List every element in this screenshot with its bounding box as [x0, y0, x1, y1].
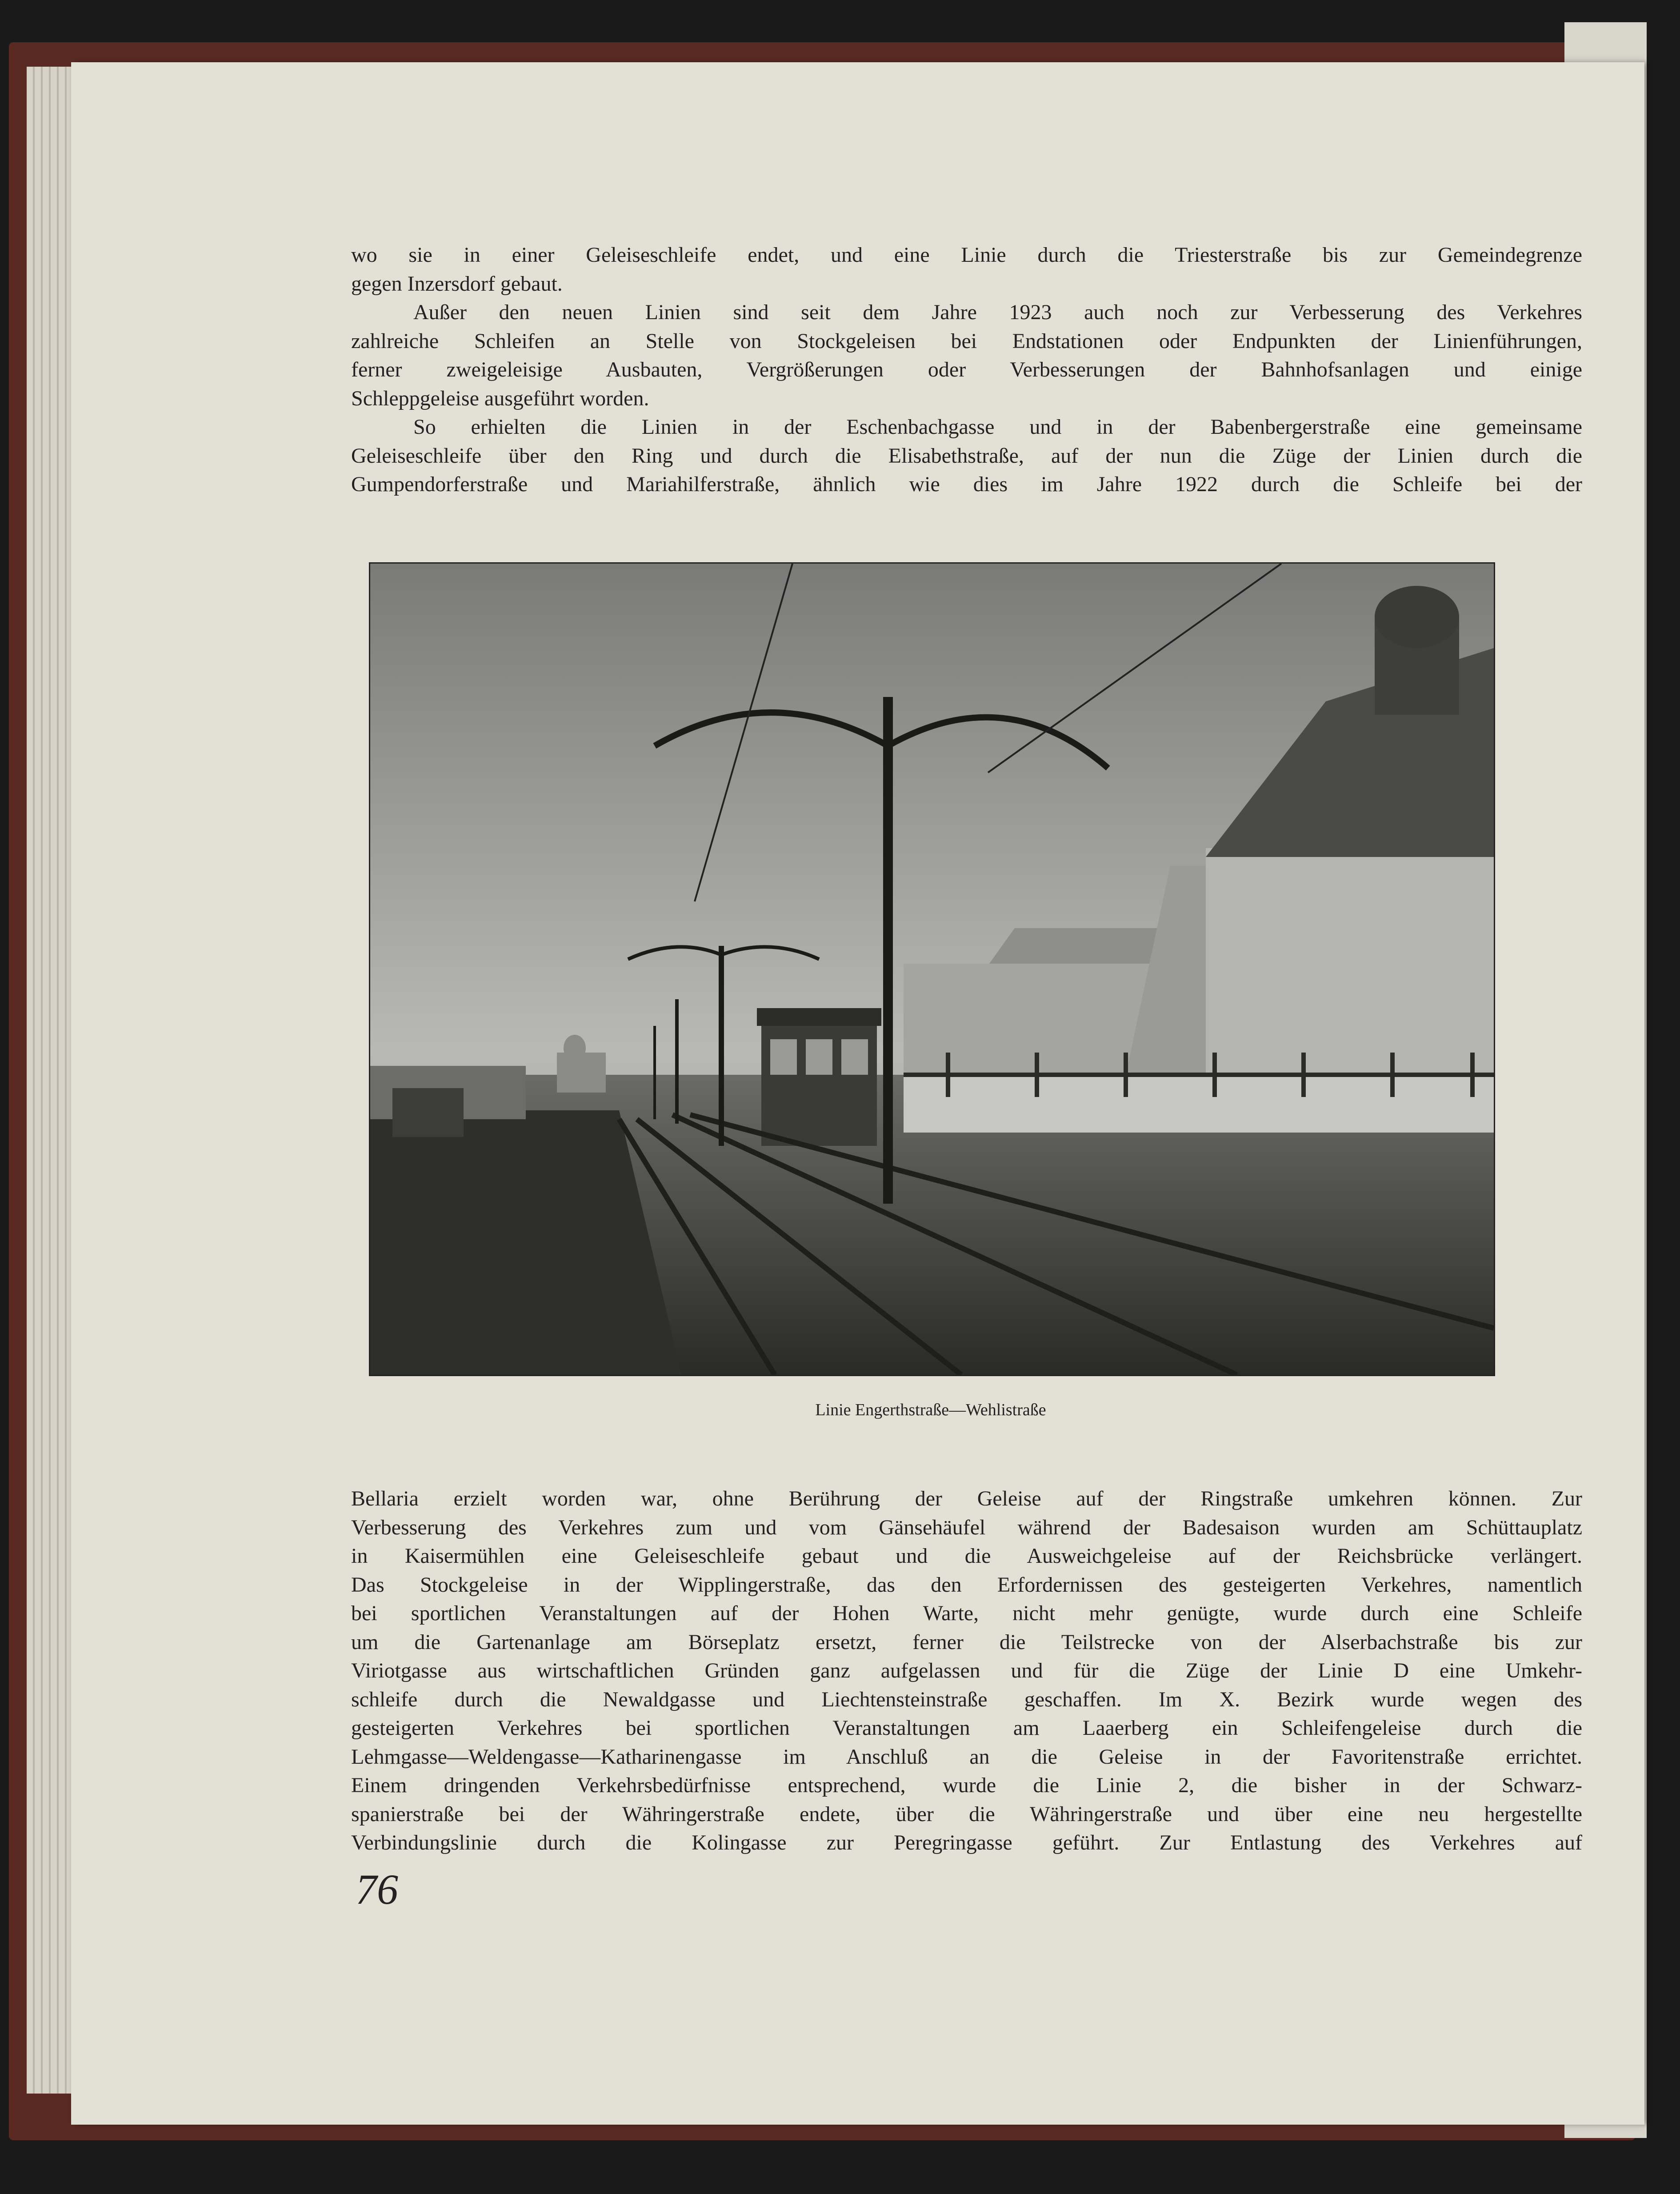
text-line: bei sportlichen Veranstaltungen auf der Hohen Warte, nicht mehr genügte, wurde durch eine Schleife: [351, 1601, 1582, 1625]
text-line: schleife durch die Newaldgasse und Liechtensteinstraße geschaffen. Im X. Bezirk wurde wegen des: [351, 1687, 1582, 1711]
text-line: Außer den neuen Linien sind seit dem Jahre 1923 auch noch zur Verbesserung des Verkehres: [413, 300, 1582, 324]
text-line: in Kaisermühlen eine Geleiseschleife gebaut und die Ausweichgeleise auf der Reichsbrücke verlängert.: [351, 1544, 1582, 1568]
text-line: Lehmgasse—Weldengasse—Katharinengasse im Anschluß an die Geleise in der Favoritenstraße errichtet.: [351, 1745, 1582, 1769]
photo-caption: Linie Engerthstraße—Wehlistraße: [815, 1401, 1046, 1419]
text-line: Gumpendorferstraße und Mariahilferstraße, ähnlich wie dies im Jahre 1922 durch die Schleife bei der: [351, 472, 1582, 496]
text-line: Bellaria erzielt worden war, ohne Berührung der Geleise auf der Ringstraße umkehren können. Zur: [351, 1487, 1582, 1510]
text-line: Das Stockgeleise in der Wipplingerstraße, das den Erfordernissen des gesteigerten Verkehres, namentlich: [351, 1573, 1582, 1597]
text-line: gesteigerten Verkehres bei sportlichen Veranstaltungen am Laaerberg ein Schleifengeleise durch die: [351, 1716, 1582, 1740]
text-line: Verbesserung des Verkehres zum und vom Gänsehäufel während der Badesaison wurden am Schüttauplatz: [351, 1515, 1582, 1539]
text-line: Viriotgasse aus wirtschaftlichen Gründen ganz aufgelassen und für die Züge der Linie D eine Umkehr-: [351, 1659, 1582, 1682]
text-line: gegen Inzersdorf gebaut.: [351, 272, 563, 296]
text-line: wo sie in einer Geleiseschleife endet, und eine Linie durch die Triesterstraße bis zur Gemeindegrenze: [351, 243, 1582, 267]
text-line: spanierstraße bei der Währingerstraße endete, über die Währingerstraße und über eine neu hergestellte: [351, 1802, 1582, 1826]
tram-photo: [369, 562, 1495, 1376]
text-line: Schleppgeleise ausgeführt worden.: [351, 386, 649, 410]
text-line: So erhielten die Linien in der Eschenbachgasse und in der Babenbergerstraße eine gemeinsame: [413, 415, 1582, 439]
body-text-top: [351, 241, 1582, 499]
text-line: ferner zweigeleisige Ausbauten, Vergrößerungen oder Verbesserungen der Bahnhofsanlagen und einige: [351, 358, 1582, 381]
text-line: Geleiseschleife über den Ring und durch die Elisabethstraße, auf der nun die Züge der Linien durch die: [351, 444, 1582, 468]
body-text-bottom: [351, 1485, 1582, 1858]
text-line: Verbindungslinie durch die Kolingasse zur Peregringasse geführt. Zur Entlastung des Verkehres auf: [351, 1831, 1582, 1854]
book-page: [71, 62, 1644, 2125]
page-number: 76: [356, 1866, 398, 1913]
tram-line-photograph: [370, 564, 1494, 1375]
text-line: Einem dringenden Verkehrsbedürfnisse entsprechend, wurde die Linie 2, die bisher in der Schwarz-: [351, 1774, 1582, 1797]
text-line: um die Gartenanlage am Börseplatz ersetzt, ferner die Teilstrecke von der Alserbachstraße bis zur: [351, 1630, 1582, 1654]
text-line: zahlreiche Schleifen an Stelle von Stockgeleisen bei Endstationen oder Endpunkten der Linienführungen,: [351, 329, 1582, 353]
